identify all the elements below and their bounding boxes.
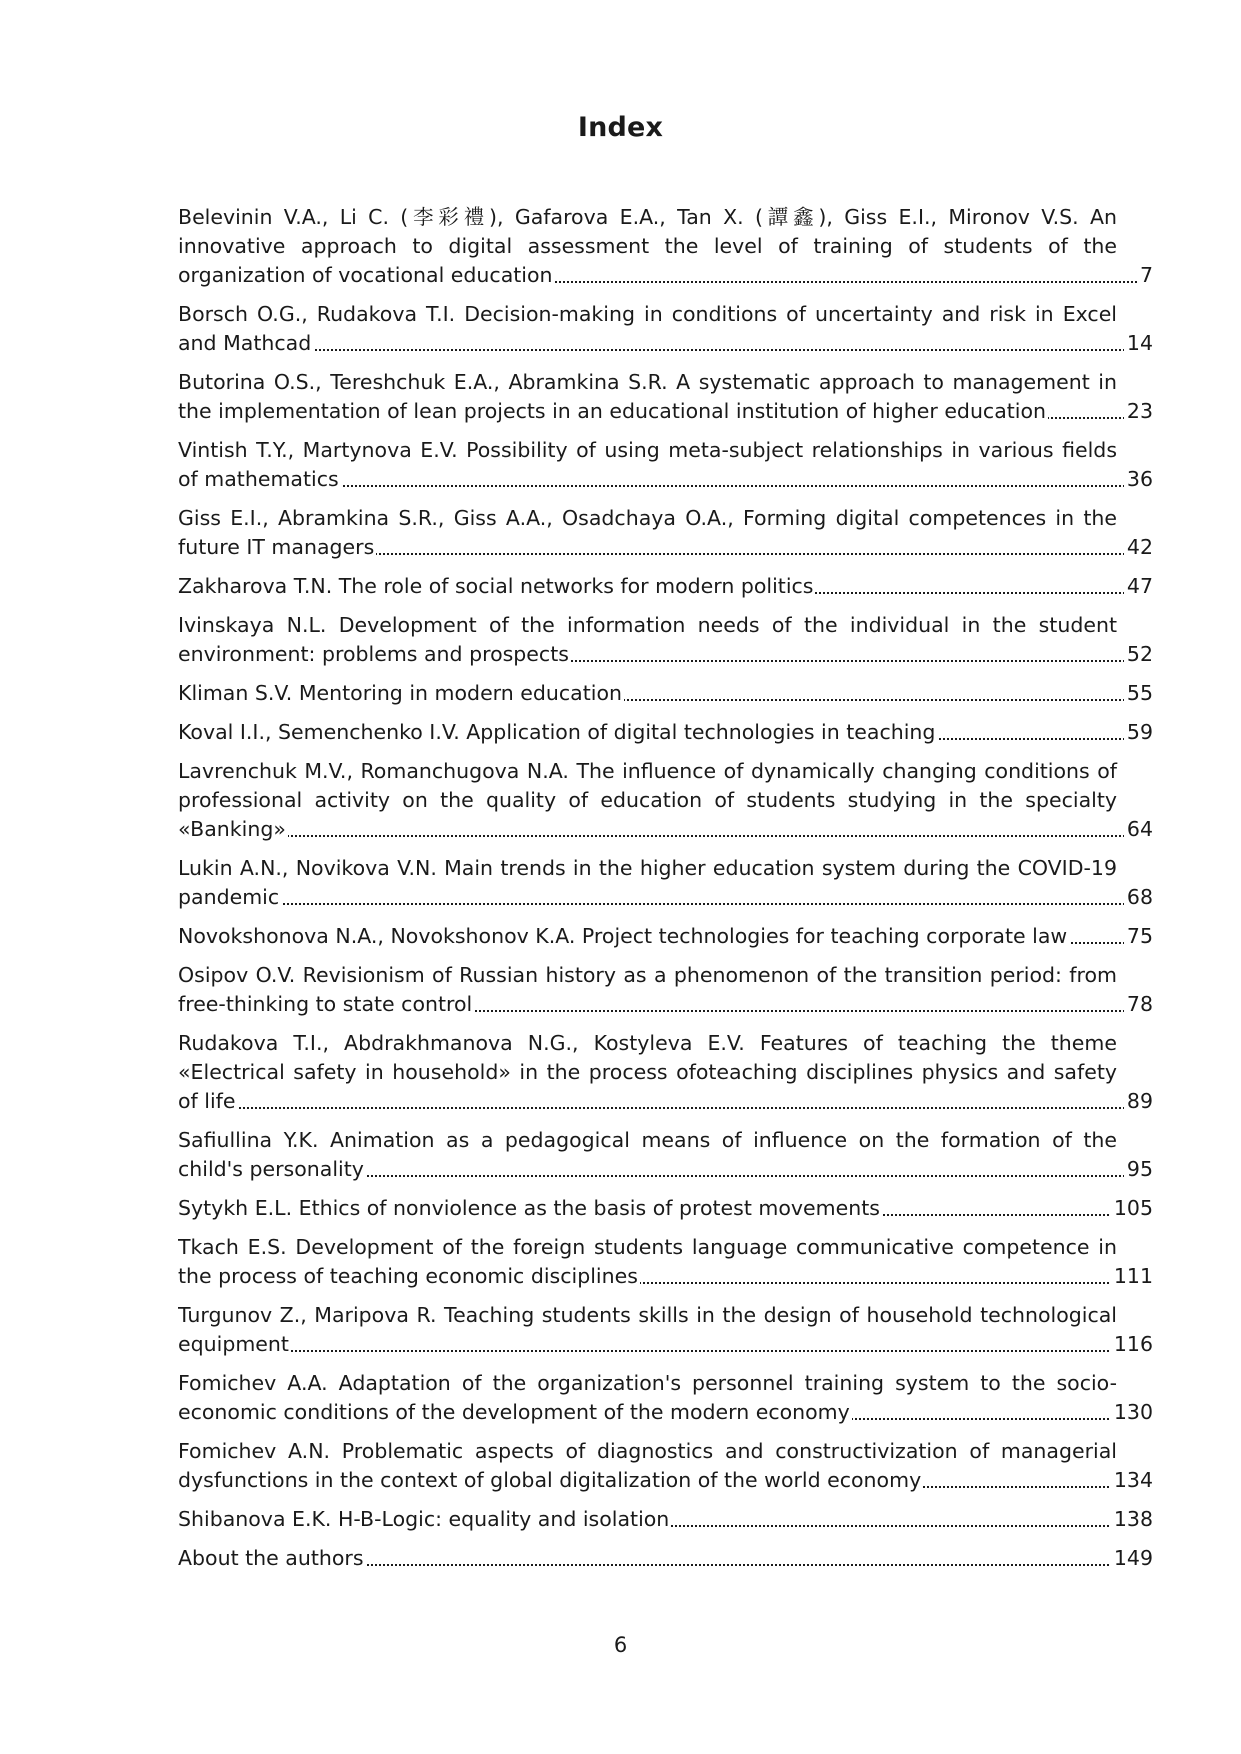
toc-entry-title: Butorina O.S., Tereshchuk E.A., Abramkina S.R. A systematic approach to management in the implementation of lean projects in an educational institution of higher education — [178, 370, 1117, 423]
toc-entry[interactable] — [178, 504, 1153, 562]
page-number: 6 — [613, 1633, 628, 1657]
toc-entry-title: Belevinin V.A., Li C. (李彩禮), Gafarova E.A., Tan X. (譚鑫), Giss E.I., Mironov V.S. An innovative approach to digital assessment the level of training of students of the organization of vocational education — [178, 205, 1117, 287]
toc-entry[interactable] — [178, 718, 1153, 747]
toc-entry-page: 116 — [1111, 1330, 1153, 1359]
toc-entry-page: 75 — [1124, 922, 1153, 951]
toc-entry[interactable] — [178, 611, 1153, 669]
toc-entry-page: 89 — [1124, 1087, 1153, 1116]
toc-entry-page: 59 — [1124, 718, 1153, 747]
toc-entry-page: 55 — [1124, 679, 1153, 708]
toc-entry-title: Turgunov Z., Maripova R. Teaching students skills in the design of household technological equipment — [178, 1303, 1117, 1356]
toc-entry-title: Koval I.I., Semenchenko I.V. Application of digital technologies in teaching — [178, 720, 936, 744]
toc-entry-title: Safiullina Y.K. Animation as a pedagogical means of influence on the formation of the child's personality — [178, 1128, 1117, 1181]
toc-entry-page: 7 — [1137, 261, 1153, 290]
toc-entry-page: 68 — [1124, 883, 1153, 912]
toc-entry-page: 36 — [1124, 465, 1153, 494]
toc-entry-title: Fomichev A.N. Problematic aspects of diagnostics and constructivization of managerial dysfunctions in the context of global digitalization of the world economy — [178, 1439, 1117, 1492]
toc-entry-page: 47 — [1124, 572, 1153, 601]
toc-entry-page: 14 — [1124, 329, 1153, 358]
toc-entry-page: 52 — [1124, 640, 1153, 669]
toc-entry[interactable] — [178, 436, 1153, 494]
toc-entry[interactable] — [178, 1233, 1153, 1291]
toc-entry-title: Ivinskaya N.L. Development of the information needs of the individual in the student environment: problems and prospects — [178, 613, 1117, 666]
table-of-contents — [178, 203, 1153, 1583]
toc-entry[interactable] — [178, 203, 1153, 290]
toc-entry-page: 130 — [1111, 1398, 1153, 1427]
toc-entry-title: Giss E.I., Abramkina S.R., Giss A.A., Osadchaya O.A., Forming digital competences in the future IT managers — [178, 506, 1117, 559]
toc-entry-title: Lavrenchuk M.V., Romanchugova N.A. The influence of dynamically changing conditions of professional activity on the quality of education of students studying in the specialty «Banking» — [178, 759, 1117, 841]
toc-entry-title: About the authors — [178, 1546, 364, 1570]
toc-entry[interactable] — [178, 1301, 1153, 1359]
toc-entry[interactable] — [178, 300, 1153, 358]
toc-entry-page: 42 — [1124, 533, 1153, 562]
toc-entry-title: Rudakova T.I., Abdrakhmanova N.G., Kostyleva E.V. Features of teaching the theme «Electrical safety in household» in the process ofoteaching disciplines physics and safety of life — [178, 1031, 1117, 1113]
toc-entry-page: 149 — [1111, 1544, 1153, 1573]
toc-entry-page: 105 — [1111, 1194, 1153, 1223]
toc-entry-page: 23 — [1124, 397, 1153, 426]
toc-entry[interactable] — [178, 1194, 1153, 1223]
toc-entry-page: 78 — [1124, 990, 1153, 1019]
toc-entry[interactable] — [178, 1029, 1153, 1116]
toc-entry-title: Zakharova T.N. The role of social networks for modern politics — [178, 574, 814, 598]
toc-entry-title: Kliman S.V. Mentoring in modern education — [178, 681, 622, 705]
toc-entry-page: 111 — [1111, 1262, 1153, 1291]
page-title: Index — [577, 112, 664, 143]
toc-entry-title: Fomichev A.A. Adaptation of the organization's personnel training system to the socio-economic conditions of the development of the modern economy — [178, 1371, 1117, 1424]
toc-entry[interactable] — [178, 922, 1153, 951]
toc-entry[interactable] — [178, 1369, 1153, 1427]
toc-entry[interactable] — [178, 1126, 1153, 1184]
toc-entry[interactable] — [178, 368, 1153, 426]
toc-entry[interactable] — [178, 757, 1153, 844]
toc-entry-title: Vintish T.Y., Martynova E.V. Possibility of using meta-subject relationships in various fields of mathematics — [178, 438, 1117, 491]
toc-entry-title: Sytykh E.L. Ethics of nonviolence as the basis of protest movements — [178, 1196, 880, 1220]
toc-entry-title: Borsch O.G., Rudakova T.I. Decision-making in conditions of uncertainty and risk in Excel and Mathcad — [178, 302, 1117, 355]
toc-entry[interactable] — [178, 854, 1153, 912]
toc-entry-page: 95 — [1124, 1155, 1153, 1184]
toc-entry-title: Osipov O.V. Revisionism of Russian history as a phenomenon of the transition period: from free-thinking to state control — [178, 963, 1117, 1016]
toc-entry[interactable] — [178, 1505, 1153, 1534]
toc-entry[interactable] — [178, 1437, 1153, 1495]
toc-entry-title: Shibanova E.K. H-B-Logic: equality and isolation — [178, 1507, 670, 1531]
toc-entry-page: 64 — [1124, 815, 1153, 844]
toc-entry-title: Novokshonova N.A., Novokshonov K.A. Project technologies for teaching corporate law — [178, 924, 1068, 948]
toc-entry[interactable] — [178, 961, 1153, 1019]
toc-entry-page: 134 — [1111, 1466, 1153, 1495]
toc-entry[interactable] — [178, 1544, 1153, 1573]
toc-entry-title: Lukin A.N., Novikova V.N. Main trends in the higher education system during the COVID-19 pandemic — [178, 856, 1117, 909]
toc-entry[interactable] — [178, 572, 1153, 601]
toc-entry-page: 138 — [1111, 1505, 1153, 1534]
toc-entry-title: Tkach E.S. Development of the foreign students language communicative competence in the process of teaching economic disciplines — [178, 1235, 1117, 1288]
toc-entry[interactable] — [178, 679, 1153, 708]
